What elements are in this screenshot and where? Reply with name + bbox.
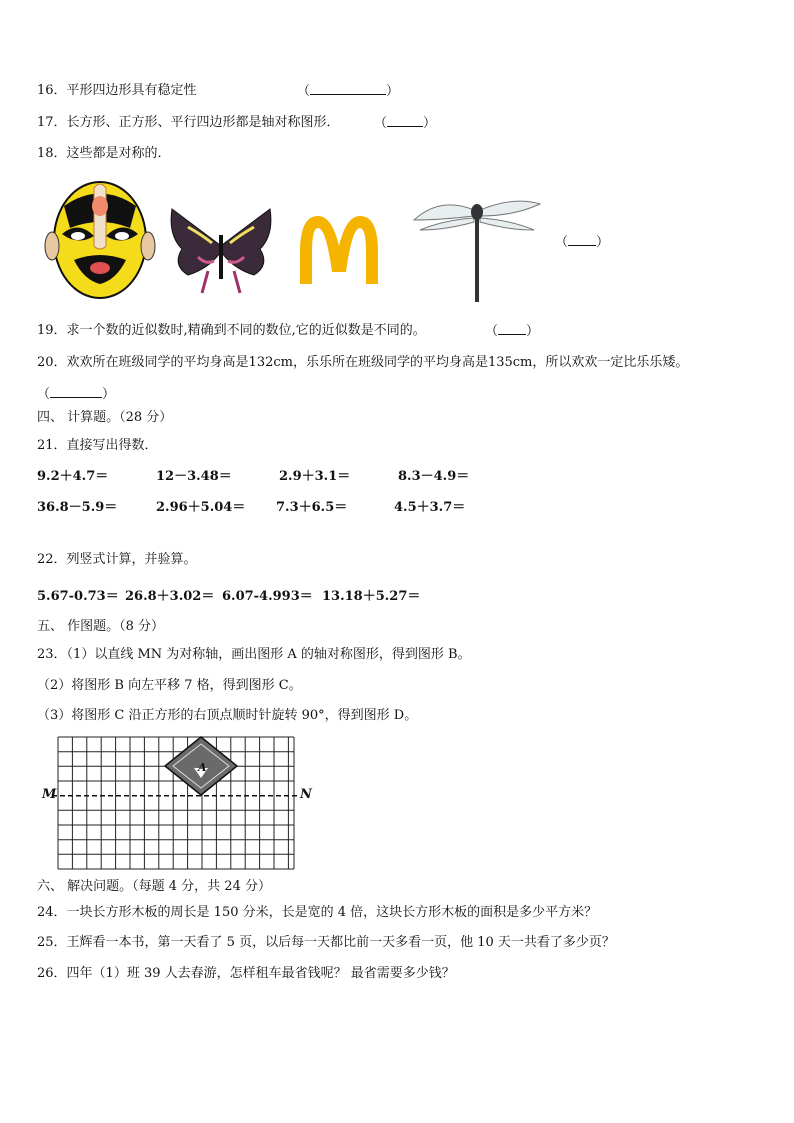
question-17	[37, 114, 340, 132]
answer-blank-20[interactable]: （ ）	[37, 387, 116, 402]
section-4-title: 四、 计算题。（28 分）	[37, 410, 173, 425]
question-24: 24．一块长方形木板的周长是 150 分米，长是宽的 4 倍，这块长方形木板的面积是多少平方米？	[37, 905, 598, 920]
mcdonalds-logo-image	[296, 212, 382, 284]
calc-item: 4.5＋3.7＝	[394, 500, 466, 515]
question-18-text: 18．这些都是对称的．	[37, 146, 171, 161]
calc-item: 2.9＋3.1＝	[279, 469, 351, 484]
question-23-part-1: 23．（1）以直线 MN 为对称轴，画出图形 A 的轴对称图形，得到图形 B。	[37, 647, 471, 662]
question-19	[37, 322, 426, 340]
question-16	[37, 82, 197, 100]
question-18	[37, 145, 171, 163]
shape-a-label: A	[198, 761, 207, 774]
calc-item: 26.8＋3.02＝	[125, 589, 215, 604]
calc-item: 8.3－4.9＝	[398, 469, 470, 484]
dragonfly-image	[410, 190, 544, 304]
opera-mask-image	[44, 176, 156, 302]
question-20-text: 20．欢欢所在班级同学的平均身高是132cm，乐乐所在班级同学的平均身高是135cm，所以欢欢一定比乐乐矮。	[37, 355, 689, 370]
question-21-text: 21．直接写出得数．	[37, 438, 158, 453]
grid-label-n: N	[300, 787, 312, 802]
question-21	[37, 437, 158, 455]
calc-item: 7.3＋6.5＝	[276, 500, 348, 515]
question-20	[37, 354, 688, 372]
question-23-part-3: （3）将图形 C 沿正方形的右顶点顺时针旋转 90°，得到图形 D。	[37, 708, 418, 723]
calc-item: 6.07-4.993＝	[222, 589, 313, 604]
butterfly-image	[168, 205, 274, 297]
question-26: 26．四年（1）班 39 人去春游，怎样租车最省钱呢？ 最省需要多少钱？	[37, 966, 455, 981]
calc-item: 2.96＋5.04＝	[156, 500, 246, 515]
section-5-title: 五、 作图题。（8 分）	[37, 619, 165, 634]
calc-item: 5.67-0.73＝	[37, 589, 119, 604]
calc-item: 12－3.48＝	[156, 469, 232, 484]
answer-blank-19[interactable]: （ ）	[485, 324, 540, 339]
answer-blank-16[interactable]: （ ）	[297, 84, 400, 99]
answer-blank-17[interactable]: （ ）	[374, 116, 437, 131]
question-22	[37, 551, 197, 569]
question-16-text: 16．平形四边形具有稳定性	[37, 83, 197, 98]
question-22-text: 22．列竖式计算，并验算。	[37, 552, 197, 567]
question-19-text: 19．求一个数的近似数时,精确到不同的数位,它的近似数是不同的。	[37, 323, 426, 338]
question-23-part-2: （2）将图形 B 向左平移 7 格，得到图形 C。	[37, 678, 302, 693]
answer-blank-18[interactable]: （ ）	[555, 235, 610, 250]
grid-label-m: M	[42, 787, 57, 802]
question-17-text: 17．长方形、正方形、平行四边形都是轴对称图形．	[37, 115, 340, 130]
question-25: 25．王辉看一本书，第一天看了 5 页，以后每一天都比前一天多看一页，他 10 天一共看了多少页？	[37, 935, 615, 950]
calc-item: 9.2＋4.7＝	[37, 469, 109, 484]
grid-figure	[40, 735, 316, 875]
calc-item: 36.8－5.9＝	[37, 500, 118, 515]
calc-item: 13.18＋5.27＝	[322, 589, 421, 604]
section-6-title: 六、 解决问题。（每题 4 分，共 24 分）	[37, 879, 271, 894]
